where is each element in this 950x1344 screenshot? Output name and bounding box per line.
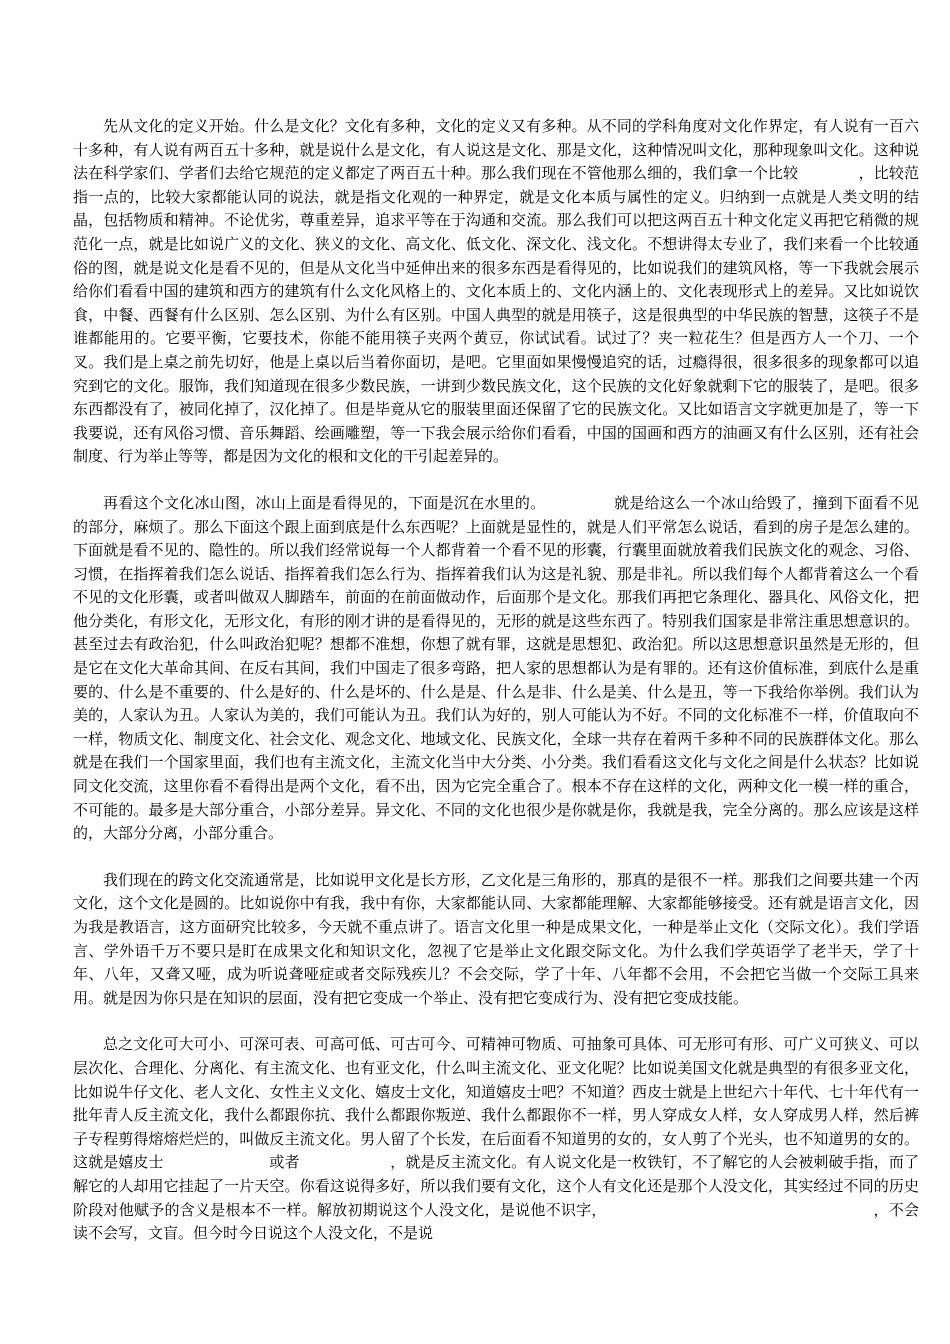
- paragraph-culture-summary: 总之文化可大可小、可深可表、可高可低、可古可今、可精神可物质、可抽象可具体、可无形可有形、可广义可狭义、可以层次化、合理化、分离化、有主流文化、也有亚文化，什么叫主流文化、亚文化呢？比如说美国文化就是典型的有很多亚文化，比如说牛仔文化、老人文化、女性主义文化、嬉皮士文化，知道嬉皮士吧？不知道？西皮士就是上世纪六十年代、七十年代有一批年青人反主流文化，我什么都跟你抗、我什么都跟你叛逆、我什么都跟你不一样，男人穿成女人样，女人穿成男人样，然后裤子专程剪得熔熔烂烂的，叫做反主流文化。男人留了个长发，在后面看不知道男的女的，女人剪了个光头，也不知道男的女的。这就是嬉皮士 或者 ，就是反主流文化。有人说文化是一枚铁钉，不了解它的人会被刺破手指，而了解它的人却用它挂起了一片天空。你看这说得多好，所以我们要有文化，这个人有文化还是那个人没文化，其实经过不同的历史阶段对他赋予的含义是根本不一样。解放初期说这个人没文化，是说他不识字， ，不会读不会写，文盲。但今时今日说这个人没文化，不是说: [73, 1035, 919, 1243]
- paragraph-culture-definition: 先从文化的定义开始。什么是文化？文化有多种，文化的定义又有多种。从不同的学科角度对文化作界定，有人说有一百六十多种，有人说有两百五十多种，就是说什么是文化，有人说这是文化、那是文化，这种情况叫文化，那种现象叫文化。这种说法在科学家们、学者们去给它规范的定义都定了两百五十种。那么我们现在不管他那么细的，我们拿一个比较 ，比较范指一点的，比较大家都能认同的说法，就是指文化观的一种界定，就是文化本质与属性的定义。归纳到一点就是人类文明的结晶，包括物质和精神。不论优劣，尊重差异，追求平等在于沟通和交流。那么我们可以把这两百五十种文化定义再把它稍微的规范化一点，就是比如说广义的文化、狭义的文化、高文化、低文化、深文化、浅文化。不想讲得太专业了，我们来看一个比较通俗的图，就是说文化是看不见的，但是从文化当中延伸出来的很多东西是看得见的，比如说我们的建筑风格，等一下我就会展示给你们看看中国的建筑和西方的建筑有什么文化风格上的、文化本质上的、文化内涵上的、文化表现形式上的差异。又比如说饮食，中餐、西餐有什么区别、怎么区别、为什么有区别。中国人典型的就是用筷子，这是很典型的中华民族的智慧，这筷子不是谁都能用的。它要平衡，它要技术，你能不能用筷子夹两个黄豆，你试试看。试过了？夹一粒花生？但是西方人一个刀、一个叉。我们是上桌之前先切好，他是上桌以后当着你面切，是吧。它里面如果慢慢追究的话，过瘾得很，很多很多的现象都可以追究到它的文化。服饰，我们知道现在很多少数民族，一讲到少数民族文化，这个民族的文化好象就剩下它的服装了，是吧。很多东西都没有了，被同化掉了，汉化掉了。但是毕竟从它的服装里面还保留了它的民族文化。又比如语言文字就更加是了，等一下我要说，还有风俗习惯、音乐舞蹈、绘画雕塑，等一下我会展示给你们看看，中国的国画和西方的油画又有什么区别，还有社会制度、行为举止等等，都是因为文化的根和文化的干引起差异的。: [73, 117, 919, 466]
- document-page: [73, 115, 919, 1269]
- paragraph-cross-cultural-exchange: 我们现在的跨文化交流通常是，比如说甲文化是长方形，乙文化是三角形的，那真的是很不一样。那我们之间要共建一个丙文化，这个文化是圆的。比如说你中有我，我中有你，大家都能认同、大家都能理解、大家都能够接受。还有就是语言文化，因为我是教语言，这方面研究比较多，今天就不重点讲了。语言文化里一种是成果文化，一种是举止文化（交际文化）。我们学语言、学外语千万不要只是盯在成果文化和知识文化，忽视了它是举止文化跟交际文化。为什么我们学英语学了老半天，学了十年、八年，又聋又哑，成为听说聋哑症或者交际残疾儿？不会交际，学了十年、八年都不会用，不会把它当做一个交际工具来用。就是因为你只是在知识的层面，没有把它变成一个举止、没有把它变成行为、没有把它变成技能。: [73, 870, 919, 1007]
- paragraph-culture-iceberg: 再看这个文化冰山图，冰山上面是看得见的，下面是沉在水里的。 就是给这么一个冰山给毁了，撞到下面看不见的部分，麻烦了。那么下面这个跟上面到底是什么东西呢？上面就是显性的，就是人们平常怎么说话，看到的房子是怎么建的。下面就是看不见的、隐性的。所以我们经常说每一个人都背着一个看不见的形囊，行囊里面就放着我们民族文化的观念、习俗、习惯，在指挥着我们怎么说话、指挥着我们怎么行为、指挥着我们认为这是礼貌、那是非礼。所以我们每个人都背着这么一个看不见的文化形囊，或者叫做双人脚踏车，前面的在前面做动作，后面那个是文化。那我们再把它条理化、器具化、风俗文化，把他分类化，有形文化，无形文化，有形的刚才讲的是看得见的，无形的就是这些东西了。特别我们国家是非常注重思想意识的。甚至过去有政治犯，什么叫政治犯呢？想都不准想，你想了就有罪，这就是思想犯、政治犯。所以这思想意识虽然是无形的，但是它在文化大革命其间、在反右其间，我们中国走了很多弯路，把人家的思想都认为是有罪的。还有这价值标准，到底什么是重要的、什么是不重要的、什么是好的、什么是坏的、什么是是、什么是非、什么是美、什么是丑，等一下我给你举例。我们认为美的，人家认为丑。人家认为美的，我们可能认为丑。我们认为好的，别人可能认为不好。不同的文化标准不一样，价值取向不一样，物质文化、制度文化、社会文化、观念文化、地域文化、民族文化，全球一共存在着两千多种不同的民族群体文化。那么就是在我们一个国家里面，我们也有主流文化，主流文化当中大分类、小分类。我们看看这文化与文化之间是什么状态？比如说同文化交流，这里你看不看得出是两个文化，看不出，因为它完全重合了。根本不存在这样的文化，两种文化一模一样的重合，不可能的。最多是大部分重合，小部分差异。异文化、不同的文化也很少是你就是你，我就是我，完全分离的。那么应该是这样的，大部分分离，小部分重合。: [73, 493, 919, 843]
